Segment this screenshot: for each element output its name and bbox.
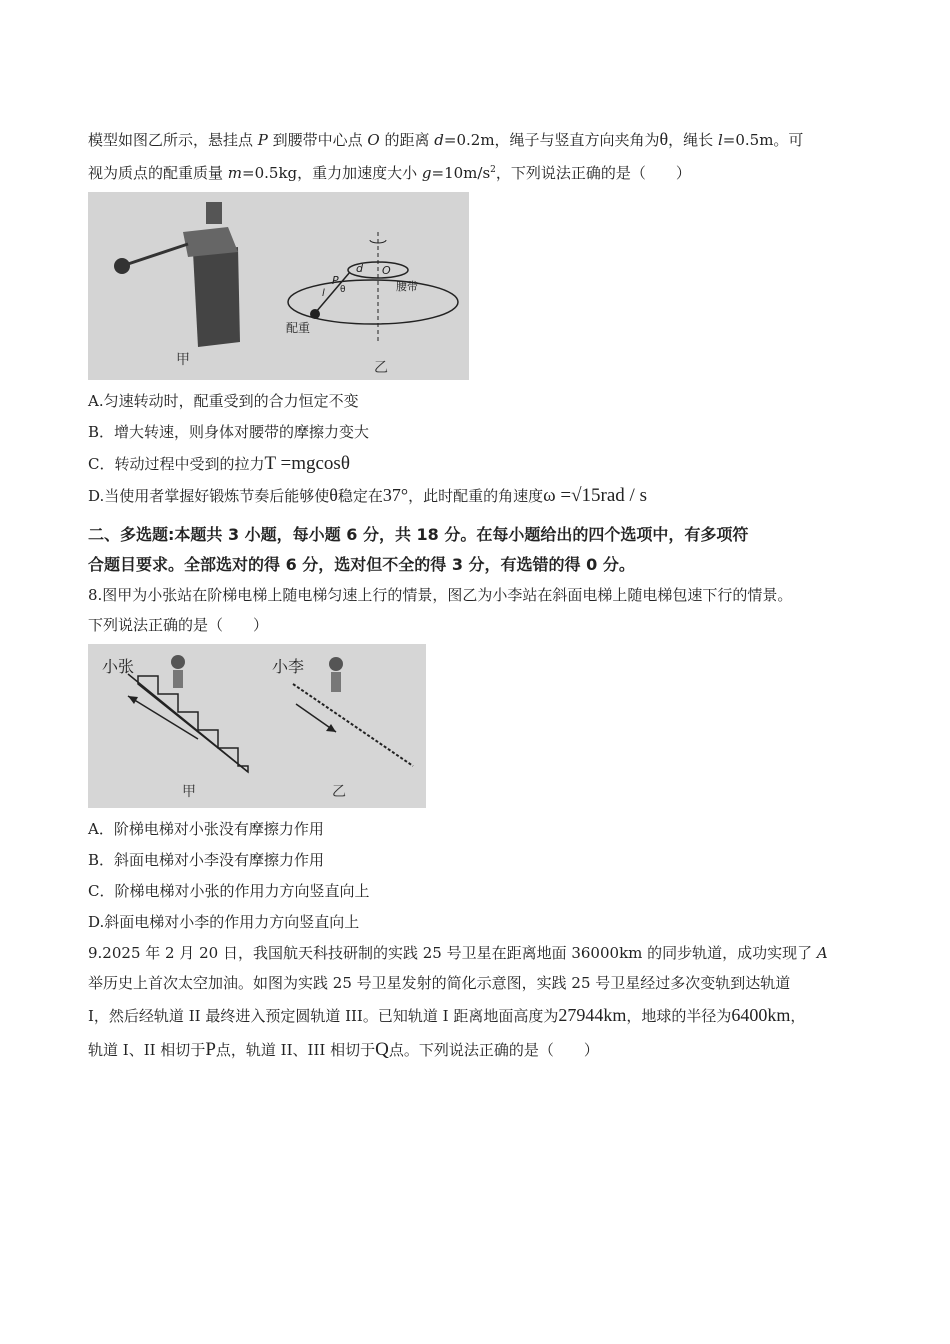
person-a-head [171,655,185,669]
angle-value: 37° [382,485,409,505]
arm-shape [206,202,222,224]
formula: ω =√15rad / s [543,485,647,506]
weight-ball [114,258,130,274]
fig-label-b: 乙 [374,360,388,376]
text: =10m/s [431,164,491,182]
text: 到腰带中心点 [267,131,368,149]
q9-stem-line-2: 举历史上首次太空加油。如图为实践 25 号卫星发射的简化示意图，实践 25 号卫星经过多次变轨到达轨道 [88,974,791,992]
text: 视为质点的配重质量 [88,164,228,182]
text: 点。下列说法正确的是（ ） [388,1041,599,1059]
tag-belt: 腰带 [396,280,418,293]
person-b-body [331,672,341,692]
text: 模型如图乙所示，悬挂点 [88,131,258,149]
text: ，地球的半径为 [626,1007,732,1025]
text: I，然后经轨道 II 最终进入预定圆轨道 III。已知轨道 I 距离地面高度为 [88,1007,559,1025]
q8-option-c: C．阶梯电梯对小张的作用力方向竖直向上 [88,882,370,900]
q7-stem-line-1 [88,124,878,155]
tag-l: l [322,288,325,299]
text: 的距离 [379,131,435,149]
person-b-head [329,657,343,671]
name-a: 小张 [102,657,135,676]
var-q: Q [375,1039,389,1060]
var-a: A [816,944,828,962]
var-p: P [205,1039,216,1060]
radius-value: 6400km [731,1005,791,1025]
tag-weight: 配重 [286,321,311,335]
fig-label-a: 甲 [176,352,190,368]
q7-option-c [88,448,878,480]
text: =0.5m。可 [722,131,804,149]
tag-o: O [382,264,391,277]
q7-option-d [88,480,878,512]
text: ，绳长 [668,131,718,149]
name-b: 小李 [272,657,305,676]
fig-label-b: 乙 [332,784,346,800]
section-heading-line-1: 二、多选题:本题共 3 小题，每小题 6 分，共 18 分。在每小题给出的四个选项中，有多项符 [88,525,749,544]
q8-option-d: D.斜面电梯对小李的作用力方向竖直向上 [88,913,360,931]
text: ，下列说法正确的是（ ） [495,164,691,182]
text: C．转动过程中受到的拉力 [88,455,265,473]
var-theta: θ [659,129,669,149]
person-a-body [173,670,183,688]
var-theta: θ [329,485,338,505]
tag-p: P [332,274,339,287]
q7-option-b: B．增大转速，则身体对腰带的摩擦力变大 [88,423,370,441]
weight-dot [310,309,320,319]
section-heading-line-2: 合题目要求。全部选对的得 6 分，选对但不全的得 3 分，有选错的得 0 分。 [88,555,635,574]
tag-d: d [356,262,363,275]
var-l: l [717,131,723,149]
text: D.当使用者掌握好锻炼节奏后能够使 [88,487,330,505]
text: =0.2m，绳子与竖直方向夹角为 [443,131,660,149]
q8-option-b: B．斜面电梯对小李没有摩擦力作用 [88,851,325,869]
formula: T =mgcosθ [264,453,350,474]
var-d: d [434,131,444,149]
q7-stem-line-2 [88,155,878,188]
var-g: g [421,164,432,182]
var-m: m [227,164,243,182]
q7-figure-drawing [88,192,469,380]
var-o: O [367,131,380,149]
q8-stem-line-1: 8.图甲为小张站在阶梯电梯上随电梯匀速上行的情景，图乙为小李站在斜面电梯上随电梯包速下行的情景。 [88,586,793,604]
exam-page [88,124,878,1067]
text: 9.2025 年 2 月 20 日，我国航天科技研制的实践 25 号卫星在距离地面 36000km 的同步轨道，成功实现了 [88,944,817,962]
q8-figure-drawing [88,644,426,808]
fig-label-a: 甲 [182,784,196,800]
torso-shape [193,247,240,347]
text: ，此时配重的角速度 [408,487,544,505]
text: 轨道 I、II 相切于 [88,1041,206,1059]
q8-option-a: A．阶梯电梯对小张没有摩擦力作用 [88,820,324,838]
q9-stem-line-4 [88,1033,878,1067]
var-p: P [257,131,268,149]
q9-stem-line-3 [88,998,878,1033]
text: 稳定在 [337,487,383,505]
text: 点，轨道 II、III 相切于 [215,1041,376,1059]
tag-theta: θ [340,285,346,295]
q9-stem-line-1 [88,938,878,968]
q7-option-a: A.匀速转动时，配重受到的合力恒定不变 [88,392,359,410]
height-value: 27944km [558,1005,627,1025]
q8-figure [88,644,426,808]
q8-stem-line-2: 下列说法正确的是（ ） [88,616,269,634]
text: =0.5kg，重力加速度大小 [242,164,422,182]
superscript: 2 [490,165,496,175]
belt-shape [183,227,238,257]
text: ， [790,1007,806,1025]
q7-figure [88,192,469,380]
